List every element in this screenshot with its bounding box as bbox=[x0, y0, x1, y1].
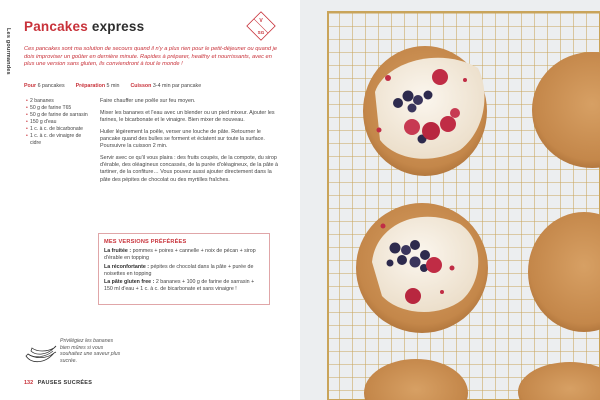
prep-value: 5 min bbox=[106, 83, 120, 89]
ingredient-item: • 1 c. à c. de vinaigre de cidre bbox=[26, 133, 88, 147]
pancake-top-left bbox=[363, 46, 487, 176]
ingredient-item: • 1 c. à c. de bicarbonate bbox=[26, 126, 88, 133]
page-number: 132 bbox=[24, 380, 34, 386]
page-footer bbox=[24, 380, 92, 386]
ingredient-item: • 150 g d'eau bbox=[26, 119, 88, 126]
versions-title: MES VERSIONS PRÉFÉRÉES bbox=[104, 239, 187, 245]
recipe-steps bbox=[100, 98, 278, 188]
version-label: La pâte gluten free : bbox=[104, 279, 155, 285]
banana-icon bbox=[23, 342, 57, 366]
side-label-text: Les gourmandes bbox=[5, 28, 11, 75]
step-paragraph: Faire chauffer une poêle sur feu moyen. bbox=[100, 98, 196, 104]
section-name: PAUSES SUCRÉES bbox=[37, 380, 93, 386]
recipe-meta bbox=[24, 83, 264, 89]
title-part2: express bbox=[91, 19, 145, 34]
recipe-title bbox=[24, 19, 144, 34]
version-label: La fruitée : bbox=[104, 248, 132, 254]
ingredient-item: • 50 g de farine de sarrasin bbox=[26, 112, 88, 119]
recipe-intro: Ces pancakes sont ma solution de secours quand il n'y a plus rien pour le petit-déjeuner ou quand je dois improviser un goûter en dernière minute. Rapides à préparer, healthy et nourrissants, avec en plus une version sans gluten, ils conviendront à tout le monde ! bbox=[24, 46, 278, 68]
version-text: pommes + poires + cannelle + noix de pécan + sirop d'érable en topping bbox=[104, 248, 256, 261]
version-text: 2 bananes + 100 g de farine de sarrasin + 150 ml d'eau + 1 c. à c. de bicarbonate et sans vinaigre ! bbox=[104, 279, 255, 292]
servings-value: 6 pancakes bbox=[37, 83, 65, 89]
cook-label: Cuisson bbox=[130, 83, 152, 89]
version-item bbox=[104, 279, 264, 293]
version-text: pépites de chocolat dans la pâte + purée de noisettes en topping bbox=[104, 263, 254, 277]
ingredient-item: • 2 bananes bbox=[26, 98, 88, 105]
badge-gluten-free: SG bbox=[257, 30, 265, 35]
title-part1: Pancakes bbox=[24, 19, 88, 34]
ingredient-item: • 50 g de farine T65 bbox=[26, 105, 88, 112]
badge-vegan: V bbox=[259, 18, 263, 24]
tip-note: Privilégiez les bananes bien mûres si vous souhaitez une saveur plus sucrée. bbox=[60, 338, 121, 364]
prep-label: Préparation bbox=[75, 83, 106, 89]
version-item bbox=[104, 264, 264, 278]
cook-value: 3-4 min par pancake bbox=[152, 83, 202, 89]
photo-page bbox=[300, 0, 600, 400]
step-paragraph: Mixer les bananes et l'eau avec un blender ou un pied mixeur. Ajouter les farines, le bicarbonate et le vinaigre. Bien mixer de nouveau. bbox=[100, 109, 275, 123]
section-side-label bbox=[2, 28, 12, 98]
pancake-middle-left bbox=[356, 203, 488, 333]
version-label: La réconfortante : bbox=[104, 263, 150, 270]
step-paragraph: Huiler légèrement la poêle, verser une louche de pâte. Retourner le pancake quand des bulles se forment et éclatent sur toute la surface. Poursuivre la cuisson 2 min. bbox=[100, 128, 265, 150]
ingredients-list bbox=[26, 98, 88, 147]
pancakes-photo bbox=[300, 0, 600, 400]
versions-box bbox=[98, 233, 270, 305]
version-item bbox=[104, 248, 264, 262]
step-paragraph: Servir avec ce qu'il vous plaira : des fruits coupés, de la compote, du sirop d'érable, des oléagineux concassés, de la purée d'oléagineux, de la pâte à tartiner, de la confiture… Vous pouvez aussi ajouter directement dans la pâte des pépites de chocolat ou des myrtilles fraîches. bbox=[100, 155, 278, 183]
diet-badges-icon bbox=[246, 11, 276, 41]
servings-label: Pour bbox=[24, 83, 37, 89]
